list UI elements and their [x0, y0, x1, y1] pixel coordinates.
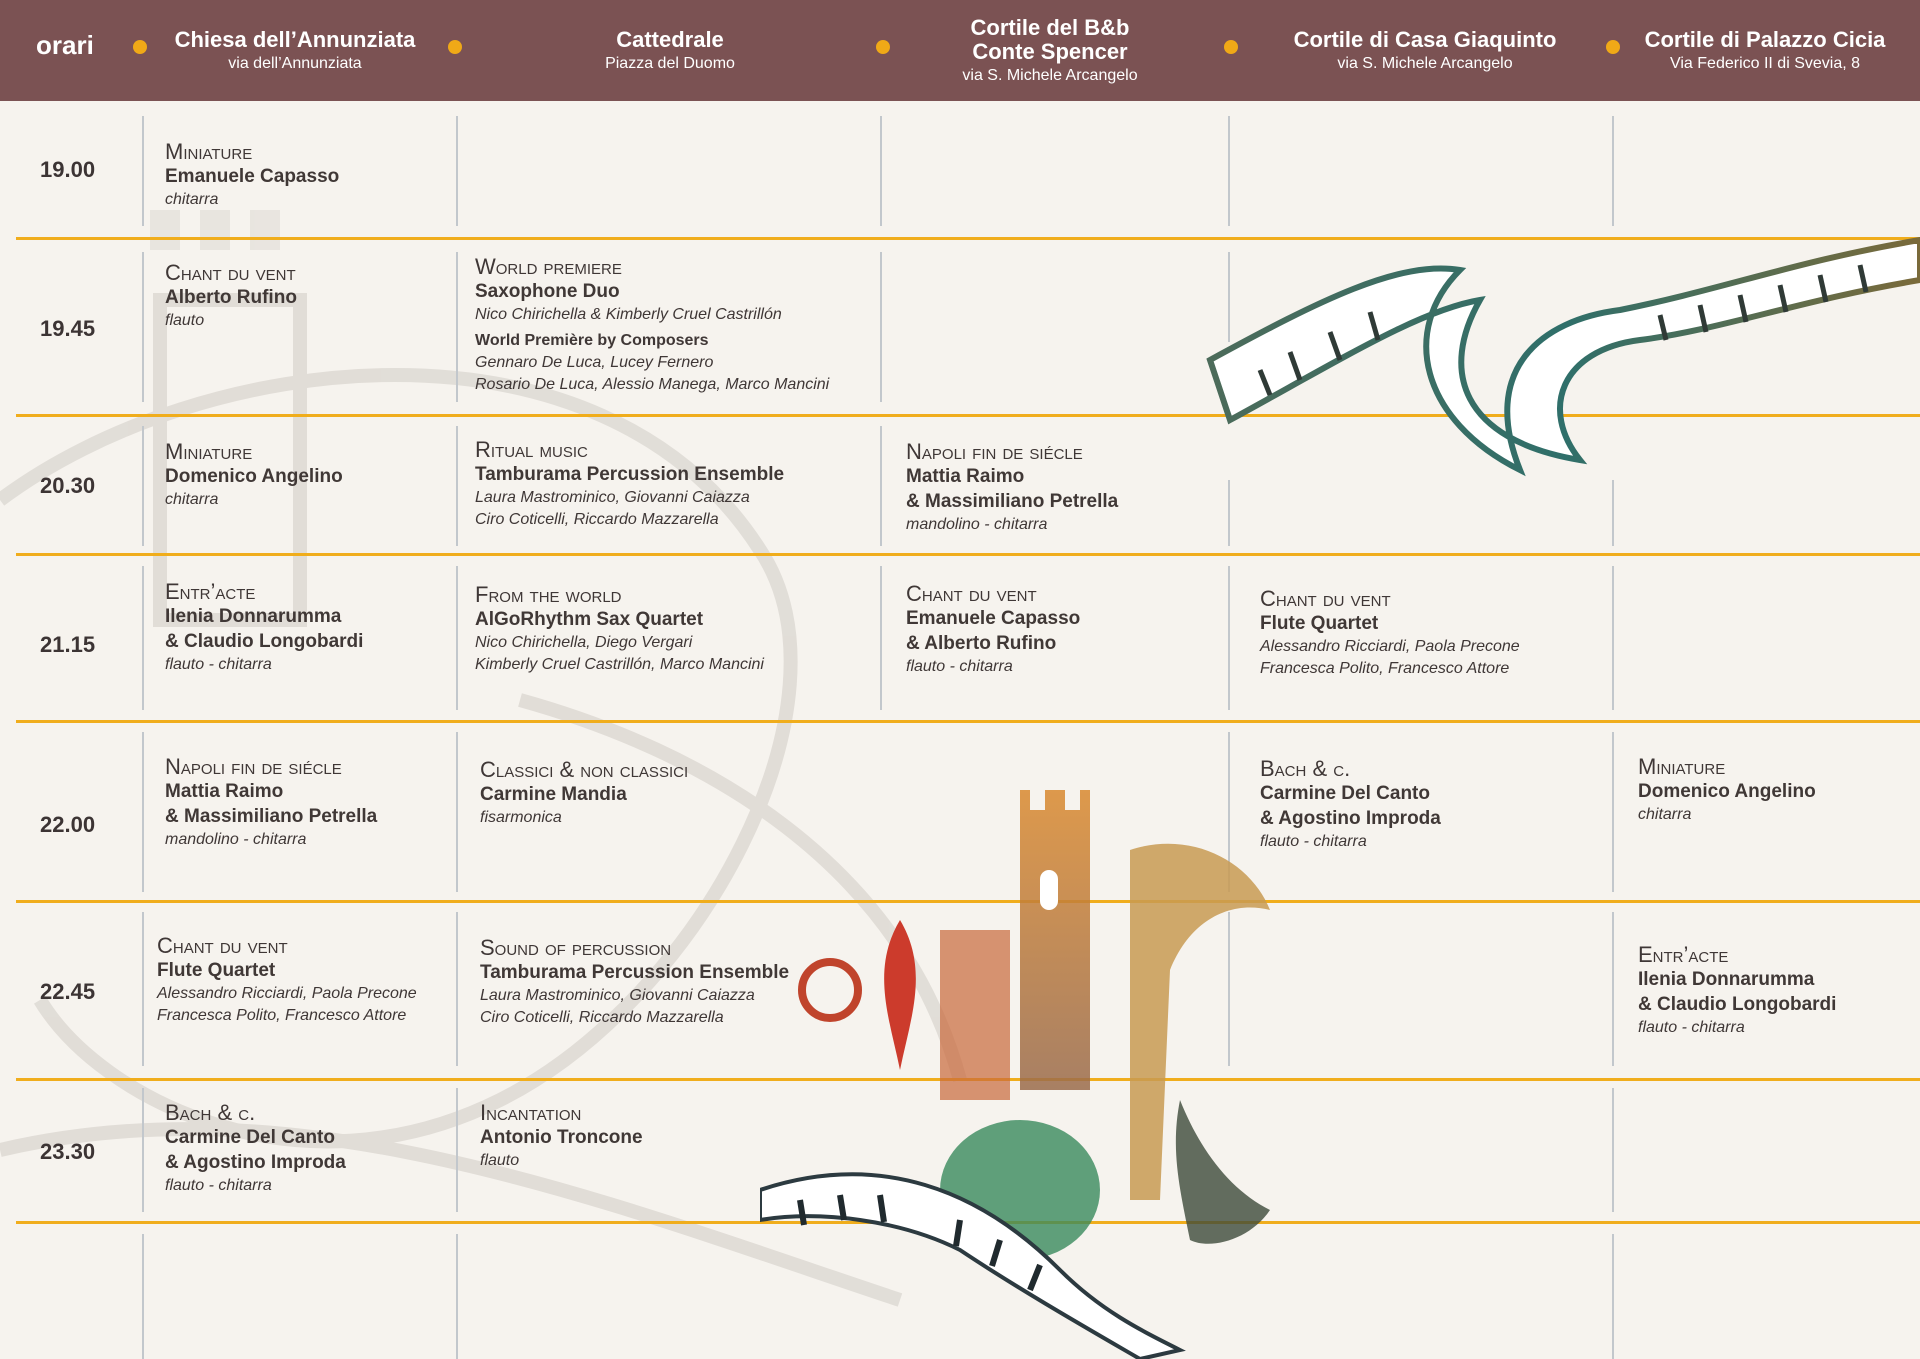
row-separator [16, 720, 1920, 723]
venue-conte-spencer [900, 0, 1200, 101]
bullet-icon [133, 40, 147, 54]
venue-name: Cattedrale [616, 27, 724, 52]
event-performers: Domenico Angelino [1638, 781, 1816, 802]
column-divider [880, 116, 882, 226]
column-divider [1612, 566, 1614, 710]
event-performers: Alberto Rufino [165, 287, 297, 308]
event-entry [1638, 943, 1836, 1039]
event-instruments: chitarra [165, 491, 219, 508]
event-performers: Saxophone Duo [475, 281, 620, 302]
event-entry [480, 936, 789, 1029]
event-title: Chant du vent [1260, 586, 1391, 611]
event-performers: Tamburama Percussion Ensemble [475, 464, 785, 485]
column-divider [880, 566, 882, 710]
event-instruments: chitarra [165, 191, 219, 208]
column-divider [142, 566, 144, 710]
row-separator [16, 553, 1920, 556]
time-slot-label: 22.00 [40, 812, 96, 837]
column-divider [1612, 732, 1614, 892]
event-performers: Emanuele Capasso [165, 166, 340, 187]
event-title: Classici & non classici [480, 757, 689, 782]
event-composers: Gennaro De Luca, Lucey Fernero Rosario De Luca, Alessio Manega, Marco Mancini [475, 354, 830, 393]
event-title: Miniature [165, 439, 253, 464]
event-instruments: flauto - chitarra [906, 658, 1013, 675]
event-instruments: flauto - chitarra [165, 1177, 272, 1194]
column-divider [456, 912, 458, 1066]
event-title: Miniature [1638, 754, 1726, 779]
event-entry [906, 440, 1118, 536]
time-slot-label: 23.30 [40, 1139, 96, 1164]
venue-name: Cortile del B&b Conte Spencer [970, 15, 1130, 64]
event-performers: Tamburama Percussion Ensemble [480, 962, 790, 983]
event-title: World premiere [475, 254, 622, 279]
event-instruments: Laura Mastrominico, Giovanni Caiazza Ciro Coticelli, Riccardo Mazzarella [475, 489, 750, 528]
event-entry [1260, 757, 1441, 853]
venue-name: Cortile di Palazzo Cicia [1644, 27, 1886, 52]
event-entry [165, 440, 343, 511]
column-divider [142, 1088, 144, 1212]
column-divider [456, 1234, 458, 1359]
venue-name: Chiesa dell’Annunziata [174, 27, 416, 52]
event-entry [165, 140, 339, 211]
event-entry [480, 758, 688, 829]
event-instruments: flauto [480, 1152, 520, 1169]
event-instruments: Nico Chirichella & Kimberly Cruel Castrillón [475, 306, 782, 323]
event-performers: AlGoRhythm Sax Quartet [475, 609, 704, 630]
column-divider [1612, 1234, 1614, 1359]
event-instruments: flauto - chitarra [1260, 833, 1367, 850]
column-divider [1612, 912, 1614, 1066]
event-entry [906, 582, 1080, 678]
event-title: From the world [475, 582, 622, 607]
column-divider [456, 116, 458, 226]
venue-address: via S. Michele Arcangelo [1337, 55, 1513, 72]
event-entry [165, 1101, 346, 1197]
event-performers: Mattia Raimo & Massimiliano Petrella [165, 781, 378, 827]
column-divider [1612, 116, 1614, 226]
event-performers: Carmine Del Canto & Agostino Improda [165, 1127, 346, 1173]
bullet-icon [448, 40, 462, 54]
event-instruments: flauto - chitarra [1638, 1019, 1745, 1036]
venue-address: Via Federico II di Svevia, 8 [1669, 55, 1861, 72]
event-title: Entr’acte [1638, 942, 1729, 967]
venue-name: Cortile di Casa Giaquinto [1293, 27, 1557, 52]
column-divider [456, 252, 458, 402]
time-slot-label: 21.15 [40, 632, 96, 657]
venue-address: Piazza del Duomo [605, 55, 735, 72]
column-divider [456, 426, 458, 546]
event-entry [165, 261, 297, 332]
orari-label: orari [36, 30, 94, 60]
instruments-illustration [760, 770, 1360, 1359]
event-title: Incantation [480, 1100, 582, 1125]
time-slot-label: 19.45 [40, 316, 96, 341]
column-divider [142, 732, 144, 892]
header-bar [0, 0, 1920, 101]
column-divider [456, 566, 458, 710]
event-title: Napoli fin de siécle [165, 754, 342, 779]
event-entry [1638, 755, 1816, 826]
venue-palazzo-cicia [1630, 0, 1900, 101]
column-divider [456, 1088, 458, 1212]
event-entry [165, 755, 377, 851]
event-entry [475, 583, 764, 676]
event-instruments: fisarmonica [480, 809, 562, 826]
event-instruments: flauto [165, 312, 205, 329]
venue-annunziata [150, 0, 440, 101]
column-divider [142, 912, 144, 1066]
event-title: Napoli fin de siécle [906, 439, 1083, 464]
column-divider [1612, 1088, 1614, 1212]
column-divider [142, 252, 144, 402]
venue-casa-giaquinto [1240, 0, 1610, 101]
event-title: Sound of percussion [480, 935, 672, 960]
event-entry [157, 934, 417, 1027]
event-title: Bach & c. [165, 1100, 256, 1125]
event-instruments: Alessandro Ricciardi, Paola Precone Francesca Polito, Francesco Attore [157, 985, 417, 1024]
event-performers: Mattia Raimo & Massimiliano Petrella [906, 466, 1119, 512]
event-title: Chant du vent [165, 260, 296, 285]
event-subtitle: World Première by Composers [475, 332, 709, 349]
bullet-icon [1224, 40, 1238, 54]
event-entry [1260, 587, 1520, 680]
event-performers: Carmine Mandia [480, 784, 627, 805]
event-performers: Ilenia Donnarumma & Claudio Longobardi [165, 606, 364, 652]
event-instruments: Laura Mastrominico, Giovanni Caiazza Ciro Coticelli, Riccardo Mazzarella [480, 987, 755, 1026]
event-title: Chant du vent [157, 933, 288, 958]
column-divider [1228, 116, 1230, 226]
event-instruments: Nico Chirichella, Diego Vergari Kimberly Cruel Castrillón, Marco Mancini [475, 634, 764, 673]
event-entry [475, 255, 829, 396]
event-entry [480, 1101, 643, 1172]
event-performers: Flute Quartet [1260, 613, 1379, 634]
column-divider [142, 1234, 144, 1359]
bullet-icon [876, 40, 890, 54]
column-divider [880, 426, 882, 546]
column-divider [142, 116, 144, 226]
column-divider [1228, 566, 1230, 710]
column-divider [880, 252, 882, 402]
event-instruments: chitarra [1638, 806, 1692, 823]
column-divider [456, 732, 458, 892]
event-entry [475, 438, 784, 531]
column-divider [142, 426, 144, 546]
event-instruments: mandolino - chitarra [906, 516, 1048, 533]
event-title: Bach & c. [1260, 756, 1351, 781]
time-slot-label: 19.00 [40, 157, 96, 182]
event-instruments: mandolino - chitarra [165, 831, 307, 848]
event-performers: Carmine Del Canto & Agostino Improda [1260, 783, 1441, 829]
event-performers: Ilenia Donnarumma & Claudio Longobardi [1638, 969, 1837, 1015]
venue-address: via S. Michele Arcangelo [962, 67, 1138, 84]
event-performers: Flute Quartet [157, 960, 276, 981]
event-instruments: flauto - chitarra [165, 656, 272, 673]
piano-keys-illustration [1200, 220, 1920, 500]
event-instruments: Alessandro Ricciardi, Paola Precone Francesca Polito, Francesco Attore [1260, 638, 1520, 677]
venue-address: via dell’Annunziata [228, 55, 362, 72]
time-slot-label: 22.45 [40, 979, 96, 1004]
event-entry [165, 580, 363, 676]
event-title: Chant du vent [906, 581, 1037, 606]
event-title: Miniature [165, 139, 253, 164]
event-performers: Emanuele Capasso & Alberto Rufino [906, 608, 1081, 654]
event-performers: Domenico Angelino [165, 466, 343, 487]
time-slot-label: 20.30 [40, 473, 96, 498]
venue-cattedrale [470, 0, 870, 101]
event-title: Entr’acte [165, 579, 256, 604]
event-title: Ritual music [475, 437, 588, 462]
event-performers: Antonio Troncone [480, 1127, 643, 1148]
